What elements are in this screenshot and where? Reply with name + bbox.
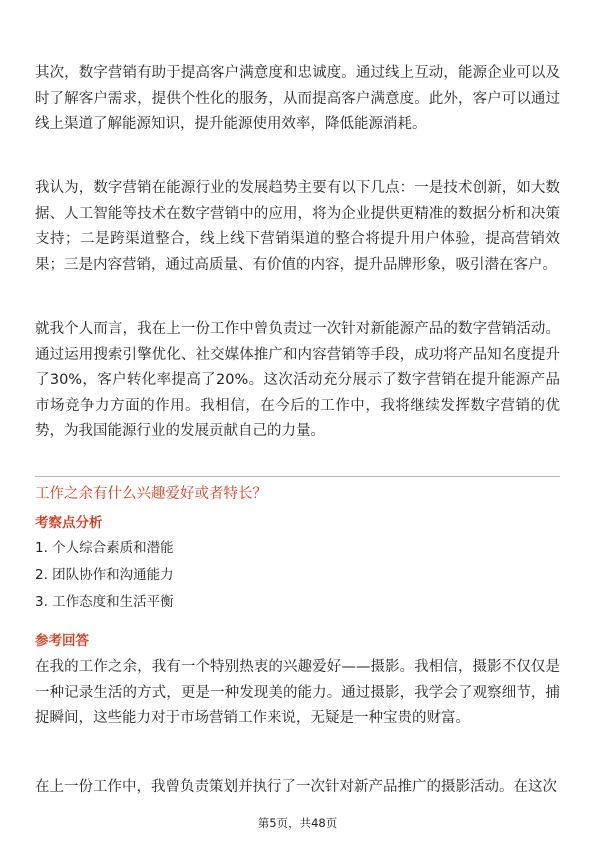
- paragraph-answer-activity: 在上一份工作中，我曾负责策划并执行了一次针对新产品推广的摄影活动。在这次: [35, 779, 557, 795]
- paragraph-customer-satisfaction: 其次，数字营销有助于提高客户满意度和忠诚度。通过线上互动，能源企业可以及时了解客户需求，提供个性化的服务，从而提高客户满意度。此外，客户可以通过线上渠道了解能源知识，提升能源使用效率，降低能源消耗。: [35, 65, 560, 132]
- list-item: 2. 团队协作和沟通能力: [35, 567, 174, 583]
- section-divider: [35, 476, 560, 477]
- paragraph-answer-hobby: 在我的工作之余，我有一个特别热衷的兴趣爱好——摄影。我相信，摄影不仅仅是一种记录生活的方式，更是一种发现美的能力。通过摄影，我学会了观察细节，捕捉瞬间，这些能力对于市场营销工作来说，无疑是一种宝贵的财富。: [35, 659, 560, 726]
- list-item: 1. 个人综合素质和潜能: [35, 540, 174, 556]
- answer-label: 参考回答: [35, 633, 89, 649]
- question-heading: 工作之余有什么兴趣爱好或者特长？: [35, 486, 267, 502]
- paragraph-personal-experience: 就我个人而言，我在上一份工作中曾负责过一次针对新能源产品的数字营销活动。通过运用搜索引擎优化、社交媒体推广和内容营销等手段，成功将产品知名度提升了30%，客户转化率提高了20%。这次活动充分展示了数字营销在提升能源产品市场竞争力方面的作用。我相信，在今后的工作中，我将继续发挥数字营销的优势，为我国能源行业的发展贡献自己的力量。: [35, 321, 560, 439]
- analysis-label: 考察点分析: [35, 515, 103, 531]
- paragraph-industry-trends: 我认为，数字营销在能源行业的发展趋势主要有以下几点：一是技术创新，如大数据、人工智能等技术在数字营销中的应用，将为企业提供更精准的数据分析和决策支持；二是跨渠道整合，线上线下营销渠道的整合将提升用户体验，提高营销效果；三是内容营销，通过高质量、有价值的内容，提升品牌形象，吸引潜在客户。: [35, 180, 560, 273]
- page-footer: 第5页，共48页: [257, 816, 338, 830]
- list-item: 3. 工作态度和生活平衡: [35, 594, 174, 610]
- analysis-list: [35, 538, 174, 619]
